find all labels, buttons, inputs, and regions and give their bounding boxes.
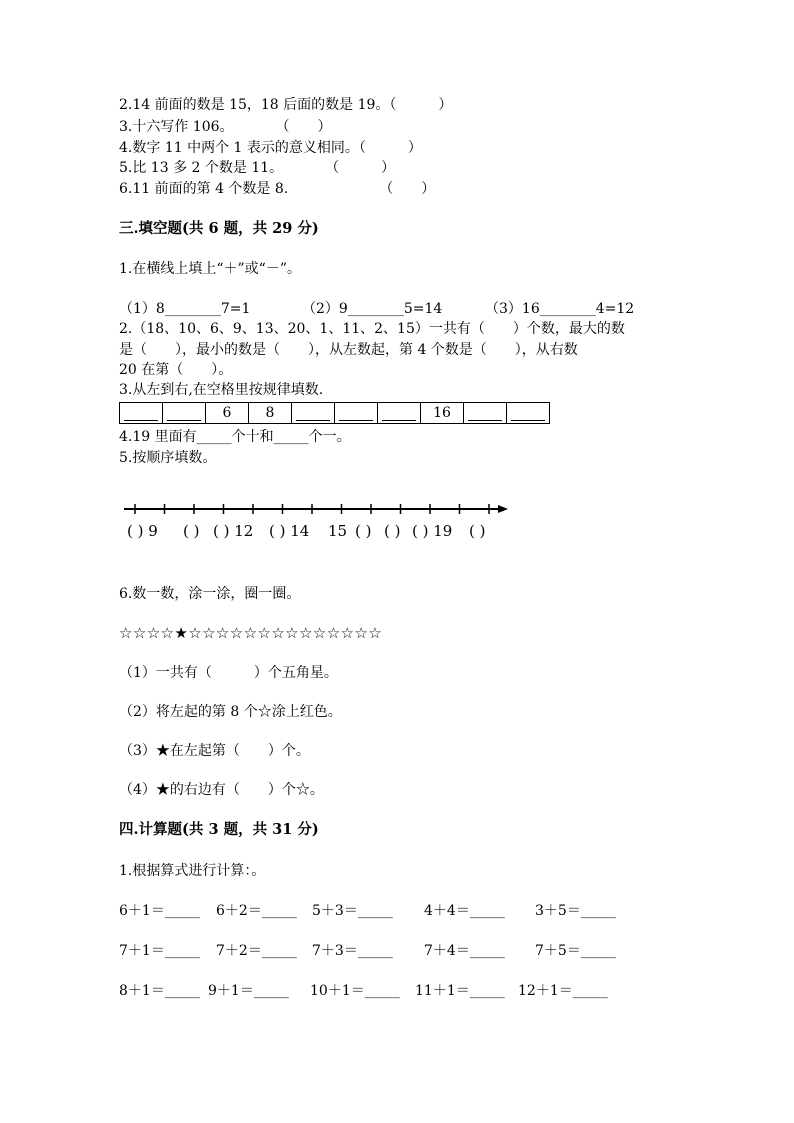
section4-title: 四.计算题(共 3 题，共 31 分): [119, 821, 319, 838]
seq-cell: 16: [421, 403, 464, 424]
calc-item: 8＋1＝_____: [119, 983, 200, 999]
nl-label: ( ): [183, 522, 200, 540]
fill-q3-text: 3.从左到右,在空格里按规律填数.: [119, 382, 324, 398]
calc-item: 4＋4＝_____: [424, 903, 505, 919]
number-line-arrow-icon: [498, 505, 508, 513]
calc-item: 7＋4＝_____: [424, 943, 505, 959]
fill-q1-part-3: （3）16________4=12: [485, 301, 635, 317]
seq-cell: 6: [206, 403, 249, 424]
seq-cell[interactable]: [507, 403, 550, 424]
judge-item-3: 3.十六写作 106。 （ ）: [119, 119, 332, 135]
judge-item-5: 5.比 13 多 2 个数是 11。 （ ）: [119, 160, 396, 176]
nl-label: ( ) 12: [213, 522, 254, 540]
calc-item: 3＋5＝_____: [535, 903, 616, 919]
fill-q6-part-2: （2）将左起的第 8 个☆涂上红色。: [119, 704, 342, 720]
calc-item: 5＋3＝_____: [312, 903, 393, 919]
judge-item-6: 6.11 前面的第 4 个数是 8. （ ）: [119, 181, 436, 197]
fill-q2-line-2: 是（ ），最小的数是（ ），从左数起，第 4 个数是（ ），从右数: [119, 342, 578, 358]
nl-label: ( ) 19: [412, 522, 453, 540]
calc-item: 7＋3＝_____: [312, 943, 393, 959]
nl-label: ( ) 14: [269, 522, 310, 540]
fill-q4-text: 4.19 里面有_____个十和_____个一。: [119, 429, 351, 445]
judge-item-4: 4.数字 11 中两个 1 表示的意义相同。（ ）: [119, 140, 422, 156]
fill-q2-line-3: 20 在第（ ）。: [119, 362, 233, 378]
calc-item: 6＋2＝_____: [216, 903, 297, 919]
fill-q6-text: 6.数一数，涂一涂，圈一圈。: [119, 586, 301, 602]
calc-item: 12＋1＝_____: [518, 983, 608, 999]
nl-label: 15: [328, 522, 348, 540]
nl-label: ( ) 9: [127, 522, 158, 540]
nl-label: ( ): [469, 522, 486, 540]
nl-label: ( ): [355, 522, 372, 540]
seq-cell: 8: [249, 403, 292, 424]
calc-item: 10＋1＝_____: [310, 983, 400, 999]
calc-item: 7＋5＝_____: [535, 943, 616, 959]
fill-q6-part-1: （1）一共有（ ）个五角星。: [119, 665, 338, 681]
seq-cell[interactable]: [163, 403, 206, 424]
seq-cell[interactable]: [120, 403, 163, 424]
section3-title: 三.填空题(共 6 题，共 29 分): [119, 220, 319, 237]
star-row: ☆☆☆☆★☆☆☆☆☆☆☆☆☆☆☆☆☆☆: [119, 624, 383, 642]
calc-item: 7＋1＝_____: [119, 943, 200, 959]
nl-label: ( ): [384, 522, 401, 540]
seq-cell[interactable]: [292, 403, 335, 424]
calc-item: 9＋1＝_____: [208, 983, 289, 999]
fill-q5-text: 5.按顺序填数。: [119, 450, 217, 466]
calc-item: 7＋2＝_____: [216, 943, 297, 959]
fill-q6-part-4: （4）★的右边有（ ）个☆。: [119, 782, 324, 798]
fill-q1-part-2: （2）9________5=14: [302, 301, 443, 317]
fill-q1-part-1: （1）8________7=1: [119, 301, 251, 317]
sequence-table: [119, 402, 550, 424]
judge-item-2: 2.14 前面的数是 15，18 后面的数是 19。（ ）: [119, 97, 453, 113]
fill-q2-line-1: 2.（18、10、6、9、13、20、1、11、2、15）一共有（ ）个数，最大的数: [119, 321, 625, 337]
number-line: [119, 495, 519, 545]
seq-cell[interactable]: [378, 403, 421, 424]
calc-item: 11＋1＝_____: [415, 983, 505, 999]
calc-item: 6＋1＝_____: [119, 903, 200, 919]
seq-cell[interactable]: [464, 403, 507, 424]
seq-cell[interactable]: [335, 403, 378, 424]
fill-q6-part-3: （3）★在左起第（ ）个。: [119, 743, 310, 759]
calc-q1-text: 1.根据算式进行计算：。: [119, 863, 266, 879]
fill-q1-text: 1.在横线上填上“＋”或“－”。: [119, 261, 301, 277]
